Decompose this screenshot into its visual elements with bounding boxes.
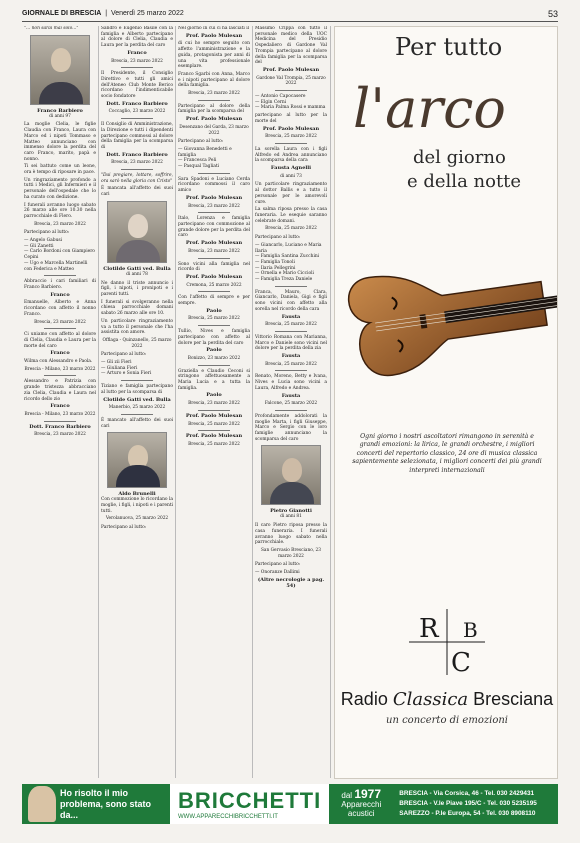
radio-logo-icon [405, 607, 489, 677]
separator [275, 370, 307, 371]
portrait-photo [30, 35, 90, 105]
participants-list [255, 94, 327, 111]
participant: — Onoranze Dallimi [255, 570, 327, 576]
obit-text: Ci uniamo con affetto al dolore di Clelia, Claudia e Laura per la morte del caro [24, 332, 96, 349]
obit-place-date: Manerbio, 25 marzo 2022 [108, 405, 166, 411]
separator [198, 430, 230, 431]
obit-place-date: San Gervasio Bresciano, 23 marzo 2022 [260, 548, 322, 559]
participant: — Gli zii Fieri [101, 360, 173, 366]
obituary-column-3 [178, 26, 250, 778]
obit-name: Franco [50, 350, 70, 357]
obit-place-date: Brescia, 23 marzo 2022 [188, 91, 240, 97]
obit-text: Graziella e Claudio Ceconi si stringono affettuosamente a Maria Lucia e a tutta la famiglia. [178, 368, 250, 391]
obit-text: Ti sei battuto come un leone, ora è tempo di riposare in pace. [24, 164, 96, 176]
deceased-name: Pietro Gianotti [270, 508, 312, 515]
obit-text: I funerali si svolgeranno nella chiesa parrocchiale domani sabato 26 marzo alle ore 10. [101, 299, 173, 317]
obit-place-date: Verolanuova, 25 marzo 2022 [105, 516, 169, 522]
participant: — Carlo Bordoni con Giampiero Cepini [24, 249, 96, 260]
deceased-name: Clotilde Gatti ved. Bulla [103, 265, 171, 272]
since-badge: dal 1977 Apparecchi acustici [341, 787, 382, 818]
issue-date: Venerdì 25 marzo 2022 [110, 10, 184, 17]
participant: — Angelo Gabusi [24, 238, 96, 244]
separator [198, 365, 230, 366]
obit-place-date: Cremona, 25 marzo 2022 [186, 282, 242, 288]
obit-name: Fausta [281, 392, 301, 399]
obit-place-date: Brescia, 25 marzo 2022 [188, 441, 240, 447]
separator [275, 410, 307, 411]
separator [44, 421, 76, 422]
obit-text: partecipano al lutto per la morte del [255, 113, 327, 124]
page-header: GIORNALE DI BRESCIA | Venerdì 25 marzo 2022 53 [22, 6, 558, 22]
separator [198, 173, 230, 174]
obit-name: Fausta [281, 353, 301, 360]
participant: — Maria Palma Rossi e mamma [255, 105, 327, 111]
obit-name: Prof. Paolo Mulesan [185, 412, 243, 419]
obit-name: Franco [127, 49, 147, 56]
obit-place-date: Brescia, 25 marzo 2022 [265, 361, 317, 367]
obit-place-date: Brescia, 25 marzo 2022 [265, 134, 317, 140]
participant: — Ugo e Marcella Martinelli con Federica e Matteo [24, 261, 96, 272]
obit-name: Franco [50, 291, 70, 298]
page-number: 53 [547, 8, 558, 19]
participants-list [178, 147, 250, 170]
obituary-column-2 [101, 26, 173, 778]
obit-text: Nel giorno in cui ci ha lasciati il [178, 26, 250, 31]
obit-place-date: Bonizzo, 23 marzo 2022 [187, 355, 241, 361]
obit-text: Profondamente addolorati la moglie Marta, i figli Giuseppe, Marco e Sergio con le loro famiglie annunciano la scomparsa del caro [255, 413, 327, 442]
obit-place-date: Brescia, 23 marzo 2022 [188, 248, 240, 254]
ad-body-text: Ogni giorno i nostri ascoltatori rimangono in serenità e grandi emozioni: la lirica, le grandi orchestre, i migliori concerti del repertorio classico, 24 ore di musica classica sapientemente selezionata, i migliori concerti dei più grandi interpreti internazionali [352, 433, 542, 474]
obit-place-date: Brescia, 23 marzo 2022 [111, 160, 163, 166]
portrait-photo [261, 445, 321, 505]
obit-text: Un particolare ringraziamento al dottor Ballis e a tutto il personale per le amorevoli cure. [255, 182, 327, 205]
obit-name: Prof. Paolo Mulesan [185, 194, 243, 201]
obit-text: I funerali avranno luogo sabato 26 marzo alle ore 10.30 nella parrocchiale di Flero. [24, 202, 96, 219]
participants-title: Partecipano al lutto: [101, 525, 147, 531]
obit-text: Franca, Mauro, Clara, Giancarlo, Daniela, Gigi e figli sono vicini con affetto alla sorella nel ricordo della cara [255, 289, 327, 312]
participants-title: Partecipano al lutto: [178, 139, 224, 145]
obit-text: È mancata all'affetto dei suoi cari [101, 186, 173, 198]
logo-letter: B [463, 618, 478, 642]
obit-text: Con l'affetto di sempre e per sempre. [178, 295, 250, 307]
separator [198, 410, 230, 411]
separator [121, 67, 153, 68]
brand-box [170, 784, 329, 824]
separator [121, 380, 153, 381]
person-icon [28, 786, 56, 822]
obit-place-date: Desenzano del Garda, 23 marzo 2022 [179, 124, 249, 136]
ad-headline: Per tutto [395, 33, 503, 61]
obit-text: È mancato all'affetto dei suoi cari [101, 417, 173, 429]
participant: — Ilaria Pellegrini [255, 266, 327, 272]
obit-place-date: Brescia, 25 marzo 2022 [188, 316, 240, 322]
obit-place-date: Coccaglio, 23 marzo 2022 [108, 109, 166, 115]
store-address: BRESCIA - Via Corsica, 46 - Tel. 030 2429431 [399, 790, 535, 797]
participant: — Gli Zanetti [24, 244, 96, 250]
brand-name: BRICCHETTI [178, 788, 322, 813]
deceased-age: di anni 73 [280, 173, 302, 179]
logo-letter: C [451, 648, 471, 677]
participant: — Famiglia Tonoli [255, 260, 327, 266]
obit-name: Franco [50, 403, 70, 410]
participant: — Francesca Peli [178, 158, 250, 164]
obit-place-date: Brescia, 23 marzo 2022 [188, 203, 240, 209]
participant: — Ornella e Mario Ciccioli [255, 271, 327, 277]
radio-tagline: un concerto di emozioni [386, 715, 508, 726]
separator [198, 212, 230, 213]
obit-text: La salma riposa presso la casa funeraria. Le esequie saranno celebrate domani. [255, 207, 327, 224]
participants-list [101, 360, 173, 377]
participant: — Antonio Capocasere [255, 94, 327, 100]
deceased-age: di anni 97 [49, 113, 71, 119]
violin-icon [335, 207, 558, 427]
obit-place-date: Brescia, 25 marzo 2022 [265, 226, 317, 232]
column-rule [252, 26, 253, 778]
store-address: SAREZZO - P.le Europa, 54 - Tel. 030 8908110 [399, 810, 536, 817]
obit-text: Alessandro e Patrizia con grande tristezza abbracciano zia Clelia, Claudia e Laura nel ricordo dello zio [24, 379, 96, 402]
participants-list [24, 238, 96, 272]
separator [44, 275, 76, 276]
obit-text: Il Consiglio di Amministrazione, la Direzione e tutti i dipendenti partecipano commossi al dolore della famiglia per la scomparsa di [101, 122, 173, 150]
separator [198, 325, 230, 326]
obit-text: Sara Spadoni e Luciano Cerda ricordano commossi il caro amico [178, 176, 250, 194]
obit-place-date: Brescia - Milano, 23 marzo 2022 [24, 411, 96, 417]
participants-list [255, 243, 327, 283]
obit-text: Il caro Pietro riposa presso la casa funeraria. I funerali avranno luogo sabato nella parrocchiale. [255, 523, 327, 546]
obit-name: Paolo [206, 347, 222, 354]
participant: — Pasqual Tagliati [178, 164, 250, 170]
obit-text: Sono vicini alla famiglia nel ricordo di [178, 261, 250, 273]
obit-name: Prof. Paolo Mulesan [185, 433, 243, 440]
obit-text: Tiziano e famiglia partecipano al lutto per la scomparsa di [101, 384, 173, 395]
obit-name: Prof. Paolo Mulesan [262, 66, 320, 73]
more-obituaries-note: (Altre necrologie a pag. 54) [257, 576, 325, 589]
separator [275, 286, 307, 287]
portrait-photo [107, 201, 167, 263]
obit-place-date: Brescia, 23 marzo 2022 [34, 319, 86, 325]
participants-title: Partecipano al lutto: [255, 562, 301, 568]
obit-text: Con commozione lo ricordano la moglie, i figli, i nipoti e i parenti tutti. [101, 497, 173, 514]
obit-text: Il Presidente, il Consiglio Direttivo e tutti gli amici dell'Ateneo Club Monte Berico ricordano l'indimenticabile socio fondatore [101, 71, 173, 100]
separator [275, 331, 307, 332]
obit-place-date: Brescia, 25 marzo 2022 [265, 322, 317, 328]
newspaper-name: GIORNALE DI BRESCIA [22, 10, 102, 17]
obit-text: di cui ho sempre seguito con affetto l'amministrazione e la guida, protagonista per anni di una vita professionale esemplare. [178, 41, 250, 70]
hearing-aid-advertisement [22, 784, 558, 824]
participant: — Giancarlo, Luciano e Maria Ilaria [255, 243, 327, 254]
obit-text: Italo, Lorenza e famiglia partecipano con commozione al grande dolore per la perdita del caro [178, 216, 250, 239]
obit-name: Clotilde Gatti ved. Bulla [103, 396, 171, 403]
separator [198, 100, 230, 101]
portrait-photo [107, 432, 167, 488]
store-address: BRESCIA - V.le Piave 195/C - Tel. 030 5235195 [399, 800, 537, 807]
obit-place-date: Gardone Val Trompia, 25 marzo 2022 [256, 75, 326, 87]
obit-place-date: Brescia, 23 marzo 2022 [111, 58, 163, 64]
participants-list [255, 570, 327, 576]
obit-place-date: Brescia - Milano, 23 marzo 2022 [24, 366, 96, 372]
obit-place-date: Brescia, 25 marzo 2022 [188, 421, 240, 427]
brand-website: WWW.APPARECCHIBRICCHETTI.IT [178, 814, 278, 820]
obit-text: Massimo Crippa con tutto il personale medico della UOC Medicina del Presidio Ospedaliero di Gardone Val Trompia partecipano al dolore della famiglia per la scomparsa del [255, 26, 327, 66]
obit-name: Prof. Paolo Mulesan [185, 32, 243, 39]
obit-text: La moglie Clelia, le figlie Claudia con Franco, Laura con Marco ed i nipoti Tommaso e Matteo annunciano con immenso dolore la perdita del caro Franco, marito, papà e nonno. [24, 122, 96, 162]
obit-text: Renato, Moreno, Betty e Ivana, Nives e Lucia sono vicini a Laura, Alfredo e Andrea. [255, 374, 327, 391]
participants-title: Partecipano al lutto: [24, 230, 70, 236]
separator [275, 143, 307, 144]
ad-subheadline: del giorno [413, 147, 506, 168]
obit-text: Vittorio Romana con Marianna, Marco e Daniele sono vicini nel dolore per la perdita della zia [255, 334, 327, 352]
store-addresses [393, 789, 537, 819]
separator [121, 118, 153, 119]
separator [44, 375, 76, 376]
separator [44, 328, 76, 329]
obit-text: Emanuelle, Alberto e Anna ricordano con affetto il nonno Franco. [24, 300, 96, 317]
obit-name: Prof. Paolo Mulesan [185, 116, 243, 123]
obit-name: Paolo [206, 307, 222, 314]
obit-text: Un particolare ringraziamento va a tutto il personale che l'ha assistita con amore. [101, 318, 173, 336]
deceased-name: Aldo Brunelli [118, 491, 156, 498]
participant: — Giuliana Fieri [101, 366, 173, 372]
obit-name: Prof. Paolo Mulesan [185, 273, 243, 280]
obit-place-date: Brescia, 23 marzo 2022 [34, 432, 86, 438]
obit-place-date: Offlaga - Quinzanello, 25 marzo 2022 [102, 337, 172, 349]
obit-text: Un ringraziamento profondo a tutti i Medici, gli Infermieri e il personale dell'ospedale che lo ha curato con dedizione. [24, 177, 96, 200]
obit-name: Dott. Franco Barbiero [106, 151, 168, 158]
obit-text: Ne danno il triste annuncio i figli, i nipoti, i pronipoti e i parenti tutti. [101, 280, 173, 297]
deceased-age: di anni 78 [126, 271, 148, 277]
participant: — Famiglia Treza Daniele [255, 277, 327, 283]
obit-name: Dott. Franco Barbiero [106, 100, 168, 107]
participants-title: Partecipano al lutto: [101, 352, 147, 358]
separator [275, 90, 307, 91]
ad-subheadline: e della notte [407, 171, 522, 192]
radio-name: Radio Classica Bresciana [340, 689, 554, 710]
obit-name: Fausta [281, 313, 301, 320]
participant: — Giovanna Benedetti e famiglia [178, 147, 250, 158]
separator [121, 414, 153, 415]
obit-text: Tullio, Nives e famiglia partecipano con affetto al dolore per la perdita del caro [178, 329, 250, 346]
obit-text: Wilma con Alessandro e Paola. [24, 359, 93, 365]
column-rule [175, 26, 176, 778]
participant: — Arturo e Sonia Fieri [101, 371, 173, 377]
obit-place-date: Falcone, 25 marzo 2022 [264, 401, 318, 407]
ad-headline-script: l'arco [353, 77, 506, 140]
column-rule [330, 26, 331, 778]
obit-quote: "Dai pregiare, lottare, soffrire, ora sarò nella gloria con Cristo" [101, 173, 173, 184]
ad-slogan: Ho risolto il mio problema, sono stato da... [60, 787, 152, 820]
radio-advertisement [334, 26, 558, 779]
separator [198, 291, 230, 292]
obit-name: Prof. Paolo Mulesan [185, 240, 243, 247]
obit-place-date: Brescia, 23 marzo 2022 [188, 401, 240, 407]
participants-title: Partecipano al lutto: [255, 235, 301, 241]
deceased-age: di anni 81 [280, 514, 302, 520]
participant: — Famiglia Santina Zucchini [255, 254, 327, 260]
obit-name: Paolo [206, 392, 222, 399]
obituary-column-1 [24, 26, 96, 778]
participant: — Elgin Cerni [255, 100, 327, 106]
obit-place-date: Brescia, 23 marzo 2022 [34, 221, 86, 227]
obit-text: Sandro e Eugenio Basile con la famiglia e Alberto partecipano al dolore di Clelia, Claudia e Laura per la perdita del caro [101, 26, 173, 49]
obit-name: Fausta Agnelli [270, 165, 312, 172]
obituary-column-4 [255, 26, 327, 778]
separator [198, 258, 230, 259]
obit-name: Dott. Franco Barbiero [29, 423, 91, 430]
obit-quote: "... non sarai mai solo..." [24, 26, 79, 31]
logo-letter: R [419, 614, 439, 644]
obit-text: Abbraccio i cari familiari di Franco Barbiero. [24, 279, 96, 290]
obit-text: La sorella Laura con i figli Alfredo ed Andrea annunciano la scomparsa della cara [255, 146, 327, 164]
obit-text: Franco Sgarbi con Anna, Marco e i nipoti partecipano al dolore della famiglia. [178, 71, 250, 89]
obit-name: Prof. Paolo Mulesan [262, 125, 320, 132]
separator [121, 169, 153, 170]
deceased-name: Franco Barbiero [37, 107, 83, 114]
obit-text: Partecipano al dolore della famiglia per la scomparsa del [178, 103, 250, 115]
column-rule [98, 26, 99, 778]
